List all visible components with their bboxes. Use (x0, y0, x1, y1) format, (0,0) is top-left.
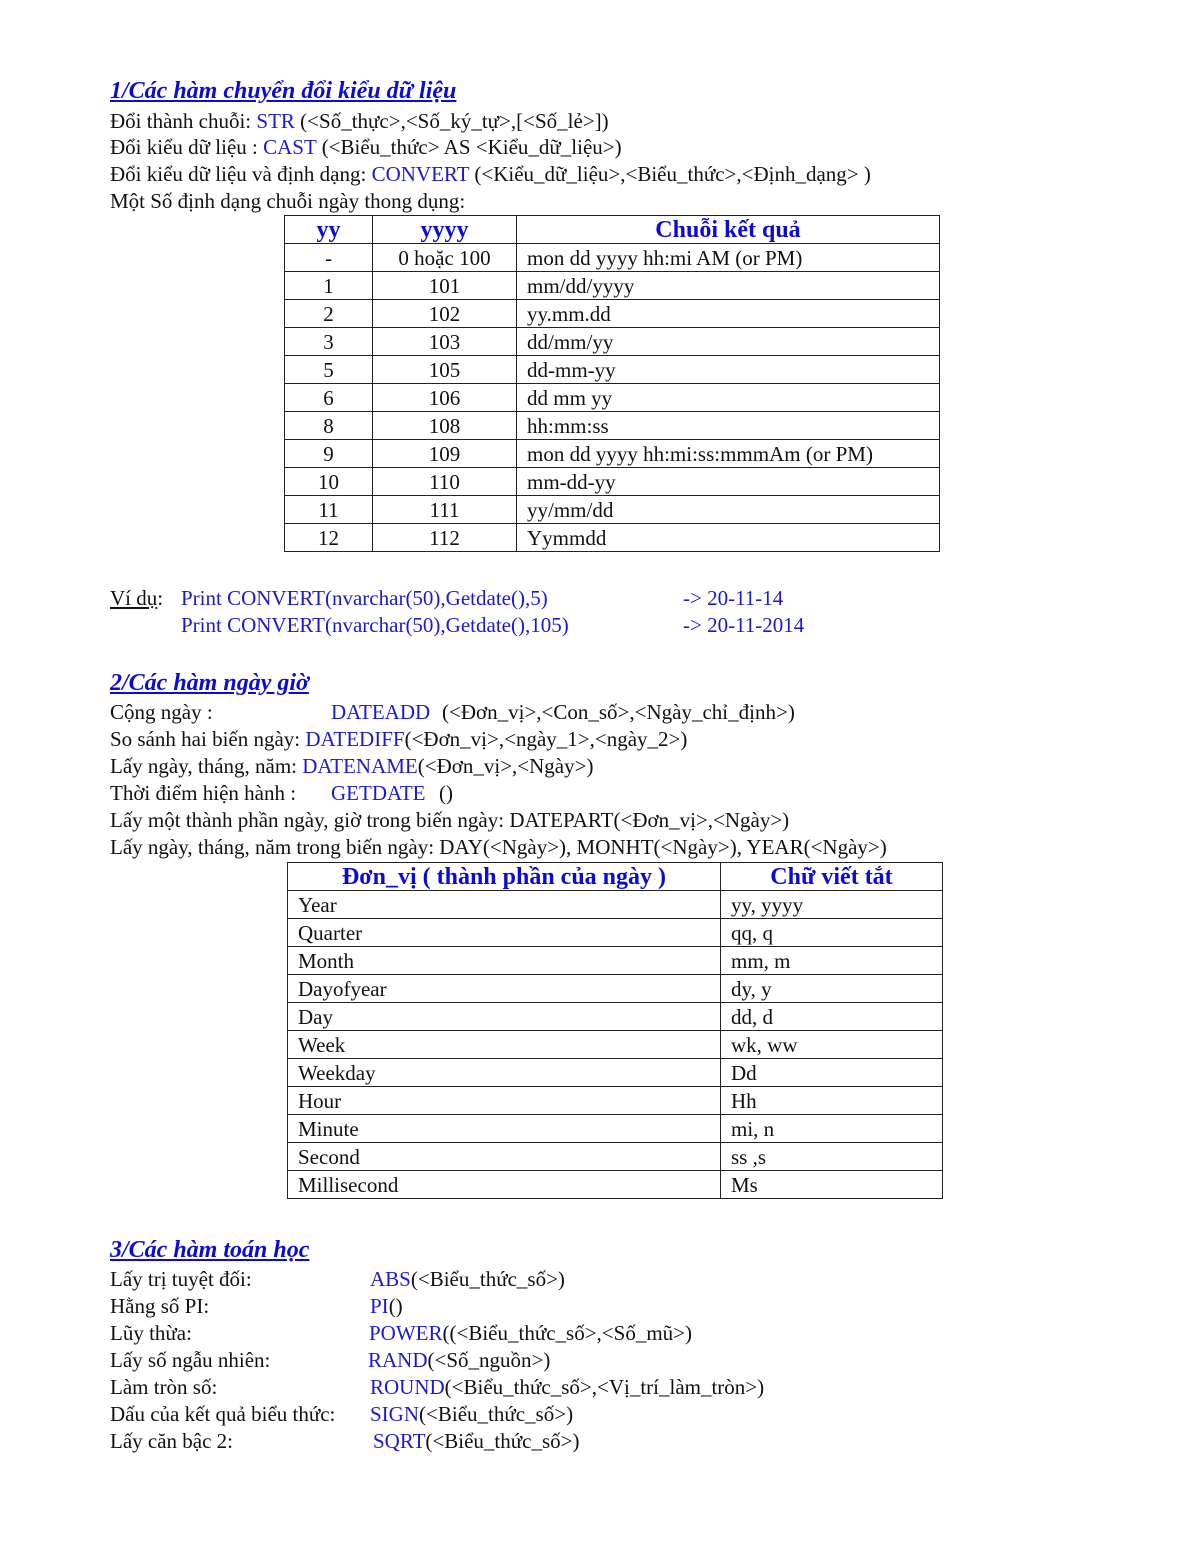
cell-abbrev: Hh (721, 1087, 943, 1115)
cell-unit: Millisecond (288, 1171, 721, 1199)
cell-unit: Day (288, 1003, 721, 1031)
pi-args: () (388, 1294, 403, 1318)
dateadd-args: (<Đơn_vị>,<Con_số>,<Ngày_chỉ_định>) (442, 700, 795, 724)
getdate-label: Thời điểm hiện hành : (110, 781, 297, 805)
dateadd-fn: DATEADD (331, 700, 431, 724)
cell-abbrev: dy, y (721, 975, 943, 1003)
cell-unit: Dayofyear (288, 975, 721, 1003)
datediff-line (110, 726, 687, 752)
pi-signature (370, 1293, 403, 1319)
table-row (288, 919, 943, 947)
section3-heading: 3/Các hàm toán học (110, 1237, 310, 1263)
cell-result: dd/mm/yy (517, 328, 940, 356)
power-line (110, 1320, 692, 1346)
cast-fn: CAST (263, 135, 317, 159)
header-result: Chuỗi kết quả (517, 216, 940, 244)
table-row (285, 328, 940, 356)
rand-fn: RAND (368, 1348, 428, 1372)
round-fn: ROUND (370, 1375, 445, 1399)
sqrt-args: (<Biểu_thức_số>) (425, 1429, 580, 1453)
dateadd-line (110, 699, 795, 725)
header-yy: yy (285, 216, 373, 244)
rand-label: Lấy số ngẫu nhiên: (110, 1348, 271, 1372)
table-row (288, 975, 943, 1003)
section2-heading: 2/Các hàm ngày giờ (110, 670, 309, 696)
example-result-2: -> 20-11-2014 (683, 613, 805, 637)
cell-abbrev: ss ,s (721, 1143, 943, 1171)
header-abbrev: Chữ viết tắt (721, 863, 943, 891)
cell-yyyy: 112 (373, 524, 517, 552)
cell-yy: 5 (285, 356, 373, 384)
cell-yyyy: 102 (373, 300, 517, 328)
cell-yyyy: 108 (373, 412, 517, 440)
convert-args: (<Kiểu_dữ_liệu>,<Biểu_thức>,<Định_dạng> ) (469, 162, 871, 186)
table-row (288, 1059, 943, 1087)
date-format-table (284, 215, 940, 552)
sign-args: (<Biểu_thức_số>) (419, 1402, 574, 1426)
sign-fn: SIGN (370, 1402, 420, 1426)
datepart-line: Lấy một thành phần ngày, giờ trong biến ngày: DATEPART(<Đơn_vị>,<Ngày>) (110, 808, 790, 832)
cell-result: mon dd yyyy hh:mi:ss:mmmAm (or PM) (517, 440, 940, 468)
example-label: Ví dụ: (110, 586, 164, 610)
cell-abbrev: qq, q (721, 919, 943, 947)
example-code-2: Print CONVERT(nvarchar(50),Getdate(),105) (181, 613, 569, 637)
cell-abbrev: mi, n (721, 1115, 943, 1143)
cell-result: Yymmdd (517, 524, 940, 552)
cell-abbrev: dd, d (721, 1003, 943, 1031)
datename-fn: DATENAME (302, 754, 418, 778)
cell-result: mon dd yyyy hh:mi AM (or PM) (517, 244, 940, 272)
section1-heading: 1/Các hàm chuyển đổi kiểu dữ liệu (110, 78, 457, 104)
rand-signature (368, 1347, 550, 1373)
date-format-intro: Một Số định dạng chuỗi ngày thong dụng: (110, 189, 466, 213)
cell-unit: Year (288, 891, 721, 919)
cell-result: dd-mm-yy (517, 356, 940, 384)
cell-unit: Month (288, 947, 721, 975)
sign-line (110, 1401, 574, 1427)
example-code-1: Print CONVERT(nvarchar(50),Getdate(),5) (181, 586, 548, 610)
cell-yyyy: 111 (373, 496, 517, 524)
sqrt-line (110, 1428, 580, 1454)
example-result-1: -> 20-11-14 (683, 586, 784, 610)
power-label: Lũy thừa: (110, 1321, 192, 1345)
str-fn: STR (256, 109, 295, 133)
table-row (285, 244, 940, 272)
convert-label: Đổi kiểu dữ liệu và định dạng: (110, 162, 372, 186)
cell-yy: - (285, 244, 373, 272)
dateadd-label: Cộng ngày : (110, 700, 213, 724)
round-args: (<Biểu_thức_số>,<Vị_trí_làm_tròn>) (444, 1375, 765, 1399)
table-row (285, 300, 940, 328)
pi-fn: PI (370, 1294, 389, 1318)
cell-unit: Weekday (288, 1059, 721, 1087)
datename-args: (<Đơn_vị>,<Ngày>) (417, 754, 594, 778)
cell-yyyy: 103 (373, 328, 517, 356)
cell-abbrev: Ms (721, 1171, 943, 1199)
sqrt-fn: SQRT (373, 1429, 426, 1453)
table-row (288, 1003, 943, 1031)
cell-yy: 11 (285, 496, 373, 524)
cell-unit: Hour (288, 1087, 721, 1115)
str-args: (<Số_thực>,<Số_ký_tự>,[<Số_lẻ>]) (294, 109, 609, 133)
cell-yy: 1 (285, 272, 373, 300)
table-row (288, 1087, 943, 1115)
table-row (285, 356, 940, 384)
getdate-args: () (439, 781, 453, 805)
cell-yyyy: 105 (373, 356, 517, 384)
table-header-row (288, 863, 943, 891)
cell-abbrev: Dd (721, 1059, 943, 1087)
header-unit: Đơn_vị ( thành phần của ngày ) (288, 863, 721, 891)
sign-signature (370, 1401, 573, 1427)
cell-result: yy.mm.dd (517, 300, 940, 328)
datediff-fn: DATEDIFF (305, 727, 405, 751)
table-row (288, 1031, 943, 1059)
cell-result: hh:mm:ss (517, 412, 940, 440)
cell-yyyy: 109 (373, 440, 517, 468)
datename-line (110, 753, 593, 779)
cell-yyyy: 110 (373, 468, 517, 496)
cell-result: mm-dd-yy (517, 468, 940, 496)
power-args: ((<Biểu_thức_số>,<Số_mũ>) (442, 1321, 692, 1345)
cell-unit: Second (288, 1143, 721, 1171)
pi-label: Hằng số PI: (110, 1294, 210, 1318)
cell-unit: Quarter (288, 919, 721, 947)
cell-yy: 10 (285, 468, 373, 496)
str-label: Đổi thành chuỗi: (110, 109, 257, 133)
day-month-year-line: Lấy ngày, tháng, năm trong biến ngày: DAY(<Ngày>), MONHT(<Ngày>), YEAR(<Ngày>) (110, 835, 887, 859)
cell-result: dd mm yy (517, 384, 940, 412)
abs-line (110, 1266, 565, 1292)
table-row (288, 1171, 943, 1199)
cell-yyyy: 0 hoặc 100 (373, 244, 517, 272)
convert-fn: CONVERT (371, 162, 470, 186)
table-header-row (285, 216, 940, 244)
table-row (288, 1143, 943, 1171)
cell-abbrev: wk, ww (721, 1031, 943, 1059)
round-label: Làm tròn số: (110, 1375, 218, 1399)
cast-label: Đổi kiểu dữ liệu : (110, 135, 264, 159)
cell-yyyy: 101 (373, 272, 517, 300)
abs-label: Lấy trị tuyệt đối: (110, 1267, 252, 1291)
power-fn: POWER (369, 1321, 443, 1345)
cast-args: (<Biểu_thức> AS <Kiểu_dữ_liệu>) (316, 135, 622, 159)
cell-yy: 3 (285, 328, 373, 356)
round-line (110, 1374, 765, 1400)
datename-label: Lấy ngày, tháng, năm: (110, 754, 303, 778)
datediff-label: So sánh hai biến ngày: (110, 727, 306, 751)
rand-args: (<Số_nguồn>) (427, 1348, 551, 1372)
datediff-args: (<Đơn_vị>,<ngày_1>,<ngày_2>) (404, 727, 688, 751)
table-row (285, 496, 940, 524)
table-row (288, 891, 943, 919)
cell-yy: 9 (285, 440, 373, 468)
convert-line (110, 161, 871, 187)
sqrt-signature (373, 1428, 579, 1454)
abs-fn: ABS (370, 1267, 411, 1291)
table-row (285, 412, 940, 440)
getdate-fn: GETDATE (331, 781, 426, 805)
cell-yy: 2 (285, 300, 373, 328)
cell-yyyy: 106 (373, 384, 517, 412)
cell-result: mm/dd/yyyy (517, 272, 940, 300)
cell-abbrev: mm, m (721, 947, 943, 975)
date-part-table (287, 862, 943, 1199)
cell-yy: 8 (285, 412, 373, 440)
table-row (288, 947, 943, 975)
table-row (285, 440, 940, 468)
cell-abbrev: yy, yyyy (721, 891, 943, 919)
table-row (285, 272, 940, 300)
pi-line (110, 1293, 403, 1319)
abs-args: (<Biểu_thức_số>) (410, 1267, 565, 1291)
round-signature (370, 1374, 764, 1400)
table-row (285, 524, 940, 552)
rand-line (110, 1347, 551, 1373)
table-row (288, 1115, 943, 1143)
getdate-line (110, 780, 453, 806)
cell-unit: Minute (288, 1115, 721, 1143)
str-line (110, 108, 609, 134)
cell-result: yy/mm/dd (517, 496, 940, 524)
header-yyyy: yyyy (373, 216, 517, 244)
cast-line (110, 134, 622, 160)
power-signature (369, 1320, 692, 1346)
sqrt-label: Lấy căn bậc 2: (110, 1429, 234, 1453)
abs-signature (370, 1266, 565, 1292)
table-row (285, 468, 940, 496)
cell-yy: 12 (285, 524, 373, 552)
sign-label: Dấu của kết quả biểu thức: (110, 1402, 336, 1426)
cell-yy: 6 (285, 384, 373, 412)
table-row (285, 384, 940, 412)
cell-unit: Week (288, 1031, 721, 1059)
